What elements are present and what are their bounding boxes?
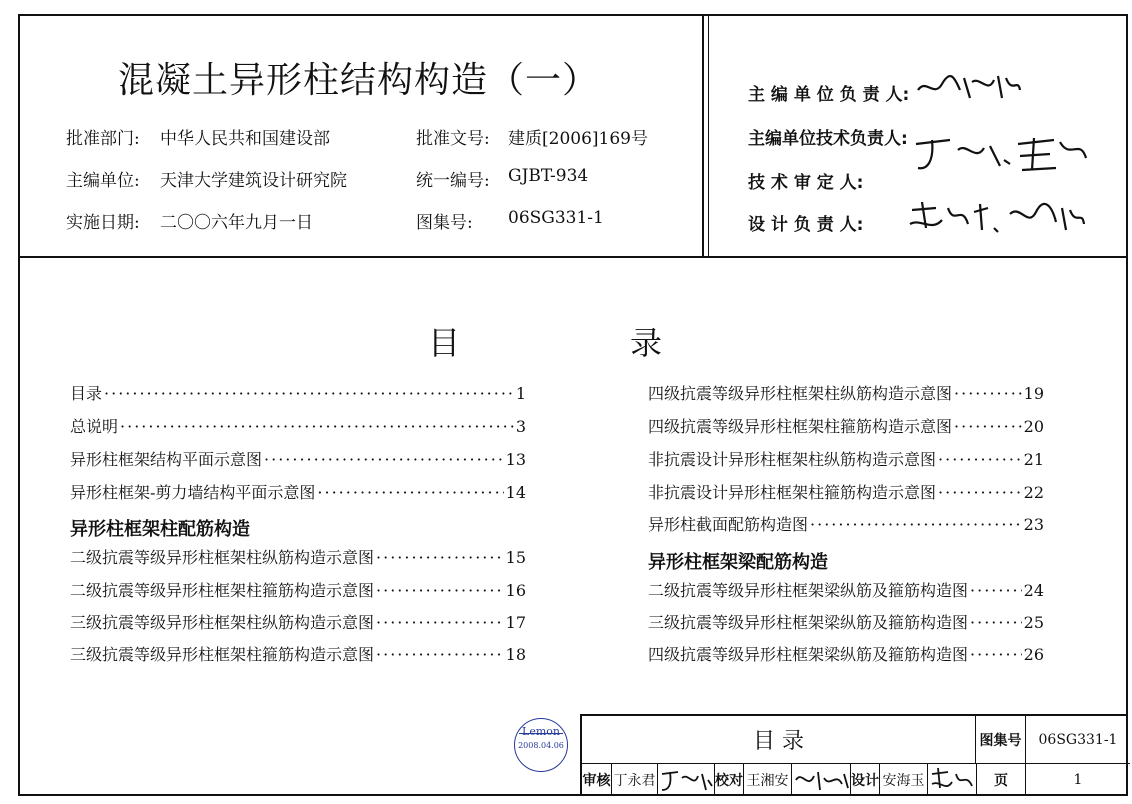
toc-entry[interactable] — [648, 583, 1044, 599]
toc-entry[interactable] — [70, 615, 526, 631]
toc-entry[interactable] — [648, 386, 1044, 402]
toc-entry-name: 二级抗震等级异形柱框架梁纵筋及箍筋构造图 — [648, 581, 969, 600]
reviewer-signature — [660, 766, 714, 794]
toc-entry-name: 二级抗震等级异形柱框架柱箍筋构造示意图 — [70, 581, 375, 600]
chief-unit-head-label: 主 编 单 位 负 责 人: — [748, 85, 910, 105]
editor-unit-label: 主编单位: — [66, 171, 140, 191]
toc-entry-page: 13 — [505, 450, 526, 469]
title-block-atlas-label: 图集号 — [976, 716, 1026, 764]
checker-signature — [794, 766, 850, 794]
toc-entry-name: 非抗震设计异形柱框架柱纵筋构造示意图 — [648, 450, 937, 469]
toc-section-heading: 异形柱框架梁配筋构造 — [648, 552, 828, 573]
toc-entry[interactable] — [70, 647, 526, 663]
toc-entry[interactable] — [648, 485, 1044, 501]
toc-entry-name: 三级抗震等级异形柱框架柱箍筋构造示意图 — [70, 645, 375, 664]
toc-entry-page: 14 — [505, 483, 526, 502]
designer-name: 安海玉 — [880, 764, 928, 796]
toc-entry-page: 3 — [515, 417, 526, 436]
toc-entry-name: 异形柱截面配筋构造图 — [648, 515, 809, 534]
toc-entry[interactable] — [648, 647, 1044, 663]
toc-entry[interactable] — [70, 485, 526, 501]
toc-entry-name: 四级抗震等级异形柱框架梁纵筋及箍筋构造图 — [648, 645, 969, 664]
impl-date-label: 实施日期: — [66, 213, 140, 233]
impl-date: 二〇〇六年九月一日 — [160, 213, 313, 233]
toc-entry-name: 非抗震设计异形柱框架柱箍筋构造示意图 — [648, 483, 937, 502]
toc-entry-page: 19 — [1023, 384, 1044, 403]
toc-entry[interactable] — [648, 517, 1044, 533]
toc-entry[interactable] — [648, 615, 1044, 631]
stamp-date: 2008.04.06 — [518, 741, 564, 750]
toc-section-heading: 异形柱框架柱配筋构造 — [70, 519, 250, 540]
toc-entry-name: 目录 — [70, 384, 103, 403]
toc-entry-name: 四级抗震等级异形柱框架柱箍筋构造示意图 — [648, 417, 953, 436]
checker-name: 王湘安 — [744, 764, 792, 796]
toc-title-left: 目 — [428, 324, 461, 362]
editor-unit: 天津大学建筑设计研究院 — [160, 171, 347, 191]
toc-entry-page: 20 — [1023, 417, 1044, 436]
page-label: 页 — [976, 764, 1026, 796]
atlas-no: 06SG331-1 — [508, 208, 604, 228]
toc-entry-name: 三级抗震等级异形柱框架梁纵筋及箍筋构造图 — [648, 613, 969, 632]
check-label: 校对 — [714, 764, 744, 796]
toc-entry-name: 总说明 — [70, 417, 119, 436]
title-block-atlas-no: 06SG331-1 — [1026, 716, 1130, 764]
approval-dept-label: 批准部门: — [66, 129, 140, 149]
approval-dept: 中华人民共和国建设部 — [160, 129, 330, 149]
signature-1 — [914, 68, 1024, 104]
signature-3 — [906, 198, 1086, 238]
designer-signature — [930, 766, 974, 794]
approval-doc: 建质[2006]169号 — [508, 129, 648, 149]
stamp-name: Lemon — [522, 725, 560, 738]
toc-entry-page: 25 — [1023, 613, 1044, 632]
review-label: 审核 — [582, 764, 612, 796]
toc-entry-page: 24 — [1023, 581, 1044, 600]
toc-entry-page: 22 — [1023, 483, 1044, 502]
title-block — [580, 714, 1128, 796]
toc-entry-page: 1 — [515, 384, 526, 403]
toc-entry-page: 15 — [505, 548, 526, 567]
tech-approver-label: 技 术 审 定 人: — [748, 173, 864, 193]
document-title: 混凝土异形柱结构构造（一） — [118, 60, 600, 101]
toc-entry-page: 23 — [1023, 515, 1044, 534]
signature-2 — [910, 130, 1090, 180]
toc-entry[interactable] — [70, 550, 526, 566]
toc-entry-name: 四级抗震等级异形柱框架柱纵筋构造示意图 — [648, 384, 953, 403]
reviewer-name: 丁永君 — [612, 764, 658, 796]
title-block-sheet-title: 目 录 — [582, 716, 976, 764]
toc-entry-name: 异形柱框架-剪力墙结构平面示意图 — [70, 483, 316, 502]
toc-entry[interactable] — [648, 419, 1044, 435]
toc-title-right: 录 — [630, 324, 663, 362]
toc-entry-page: 16 — [505, 581, 526, 600]
toc-entry-page: 17 — [505, 613, 526, 632]
toc-entry-name: 异形柱框架结构平面示意图 — [70, 450, 263, 469]
design-label: 设计 — [850, 764, 880, 796]
approval-doc-label: 批准文号: — [416, 129, 490, 149]
toc-entry[interactable] — [70, 452, 526, 468]
toc-entry[interactable] — [70, 386, 526, 402]
toc-entry[interactable] — [648, 452, 1044, 468]
atlas-no-label: 图集号: — [416, 213, 473, 233]
date-stamp — [514, 718, 568, 772]
toc-entry-name: 二级抗震等级异形柱框架柱纵筋构造示意图 — [70, 548, 375, 567]
toc-entry-page: 21 — [1023, 450, 1044, 469]
toc-entry[interactable] — [70, 419, 526, 435]
toc-entry-page: 18 — [505, 645, 526, 664]
toc-entry-name: 三级抗震等级异形柱框架柱纵筋构造示意图 — [70, 613, 375, 632]
unified-no: GJBT-934 — [508, 166, 589, 186]
toc-entry-page: 26 — [1023, 645, 1044, 664]
page-number: 1 — [1073, 772, 1083, 788]
design-lead-label: 设 计 负 责 人: — [748, 215, 864, 235]
chief-tech-head-label: 主编单位技术负责人: — [748, 129, 908, 149]
toc-entry[interactable] — [70, 583, 526, 599]
unified-no-label: 统一编号: — [416, 171, 490, 191]
